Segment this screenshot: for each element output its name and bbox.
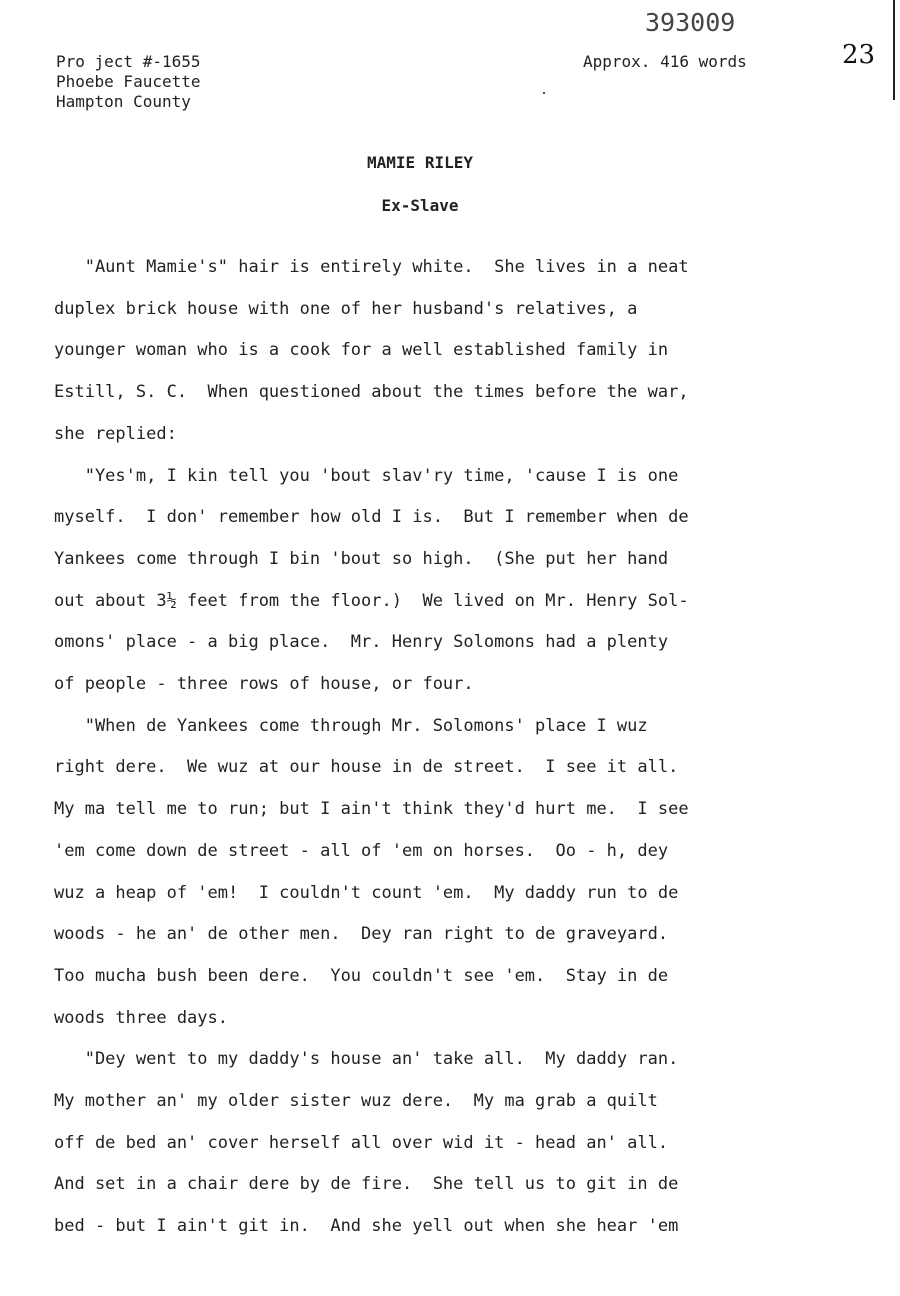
author-name: Phoebe Faucette [56, 72, 201, 91]
project-number: Pro ject #-1655 [56, 52, 201, 71]
text-line: "Dey went to my daddy's house an' take all. My daddy ran. [54, 1049, 679, 1070]
text-line: myself. I don' remember how old I is. But I remember when de [54, 507, 689, 528]
text-line: "When de Yankees come through Mr. Solomons' place I wuz [54, 715, 648, 736]
header-meta [56, 52, 201, 112]
page-edge-mark [893, 0, 895, 100]
archive-stamp-number: 393009 [645, 8, 736, 37]
page-number: 23 [842, 40, 876, 70]
text-line: off de bed an' cover herself all over wid it - head an' all. [54, 1132, 669, 1153]
word-count: Approx. 416 words [583, 52, 747, 71]
text-line: duplex brick house with one of her husband's relatives, a [54, 298, 638, 319]
text-line: 'em come down de street - all of 'em on horses. Oo - h, dey [54, 840, 669, 861]
text-line: woods - he an' de other men. Dey ran right to de graveyard. [54, 924, 669, 945]
text-line: "Yes'm, I kin tell you 'bout slav'ry time, 'cause I is one [54, 465, 679, 486]
county-name: Hampton County [56, 92, 191, 111]
text-line: My ma tell me to run; but I ain't think they'd hurt me. I see [54, 799, 689, 820]
text-line: Too mucha bush been dere. You couldn't see 'em. Stay in de [54, 965, 669, 986]
text-line: woods three days. [54, 1007, 228, 1028]
text-line: right dere. We wuz at our house in de street. I see it all. [54, 757, 679, 778]
document-title: MAMIE RILEY [367, 153, 473, 172]
text-line: bed - but I ain't git in. And she yell out when she hear 'em [54, 1216, 679, 1237]
text-line: My mother an' my older sister wuz dere. My ma grab a quilt [54, 1091, 658, 1111]
text-line: out about 3½ feet from the floor.) We lived on Mr. Henry Sol- [54, 590, 689, 611]
text-line: younger woman who is a cook for a well established family in [54, 340, 669, 361]
text-line: Yankees come through I bin 'bout so high. (She put her hand [54, 548, 669, 569]
text-line: "Aunt Mamie's" hair is entirely white. She lives in a neat [54, 257, 689, 277]
stray-mark [543, 92, 545, 94]
text-line: Estill, S. C. When questioned about the times before the war, [54, 382, 689, 403]
text-line: she replied: [54, 423, 177, 444]
document-subtitle: Ex-Slave [381, 196, 459, 215]
text-line: wuz a heap of 'em! I couldn't count 'em. My daddy run to de [54, 882, 679, 903]
text-line: And set in a chair dere by de fire. She tell us to git in de [54, 1174, 679, 1195]
text-line: of people - three rows of house, or four. [54, 674, 474, 694]
text-line: omons' place - a big place. Mr. Henry Solomons had a plenty [54, 632, 669, 653]
